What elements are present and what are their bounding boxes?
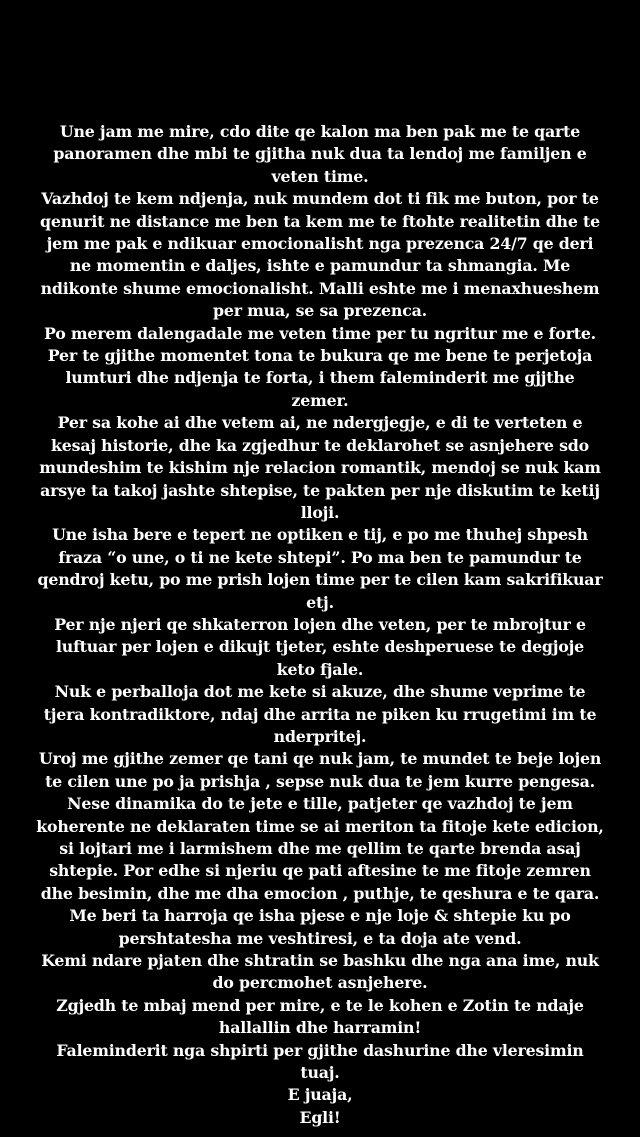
- story-text-block: [36, 121, 604, 1129]
- story-paragraph: Po merem dalengadale me veten time per tu ngritur me e forte.: [44, 323, 596, 343]
- story-paragraph: Vazhdoj te kem ndjenja, nuk mundem dot ti fik me buton, por te qenurit ne distance me ben ta kem me te ftohte realitetin dhe te jem me pak e ndikuar emocionalisht nga prezenca 24/7 qe deri ne momentin e daljes, ishte e pamundur ta shmangia. Me ndikonte shume emocionalisht. Malli eshte me i menaxhueshem per mua, se sa prezenca.: [40, 189, 600, 321]
- story-paragraph: Per nje njeri qe shkaterron lojen dhe veten, per te mbrojtur e luftuar per lojen e dikujt tjeter, eshte deshperuese te degjoje keto fjale.: [54, 614, 586, 679]
- story-paragraph: Faleminderit nga shpirti per gjithe dashurine dhe vleresimin tuaj.: [56, 1040, 584, 1083]
- story-paragraph: Une jam me mire, cdo dite qe kalon ma ben pak me te qarte panoramen dhe mbi te gjitha nuk dua ta lendoj me familjen e veten time.: [53, 122, 587, 186]
- story-paragraph: Uroj me gjithe zemer qe tani qe nuk jam, te mundet te beje lojen te cilen une po ja prishja , sepse nuk dua te jem kurre pengesa.: [38, 749, 602, 791]
- story-paragraph: Per te gjithe momentet tona te bukura qe me bene te perjetoja lumturi dhe ndjenja te forta, i them faleminderit me gjjthe zemer.: [47, 346, 593, 410]
- story-paragraph: Nese dinamika do te jete e tille, patjeter qe vazhdoj te jem koherente ne deklaraten time se ai meriton ta fitoje kete edicion, si lojtari me i larmishem dhe me qellim te qarte brenda asaj shtepie. Por edhe si njeriu qe pati aftesine te me fitoje zemren dhe besimin, dhe me dha emocion , puthje, te qeshura e te qara. Me beri ta harroja qe isha pjese e nje loje & shtepie ku po pershtatesha me veshtiresi, e ta doja ate vend.: [36, 794, 604, 948]
- story-paragraph: Nuk e perballoja dot me kete si akuze, dhe shume veprime te tjera kontradiktore, ndaj dhe arrita ne piken ku rrugetimi im te nderpritej.: [43, 682, 597, 746]
- story-paragraph: Zgjedh te mbaj mend per mire, e te le kohen e Zotin te ndaje hallallin dhe harramin!: [56, 995, 584, 1038]
- story-signature: Egli!: [299, 1107, 341, 1127]
- story-paragraph: Kemi ndare pjaten dhe shtratin se bashku dhe nga ana ime, nuk do percmohet asnjehere.: [41, 951, 599, 993]
- story-paragraph: Une isha bere e tepert ne optiken e tij, e po me thuhej shpesh fraza “o une, o ti ne kete shtepi”. Po ma ben te pamundur te qendroj ketu, po me prish lojen time per te cilen kam sakrifikuar etj.: [37, 525, 603, 612]
- story-signoff: E juaja,: [287, 1085, 353, 1105]
- story-paragraph: Per sa kohe ai dhe vetem ai, ne ndergjegje, e di te verteten e kesaj historie, dhe ka zgjedhur te deklarohet se asnjehere sdo mundeshim te kishim nje relacion romantik, mendoj se nuk kam arsye ta takoj jashte shtepise, te pakten per nje diskutim te ketij lloji.: [39, 413, 601, 522]
